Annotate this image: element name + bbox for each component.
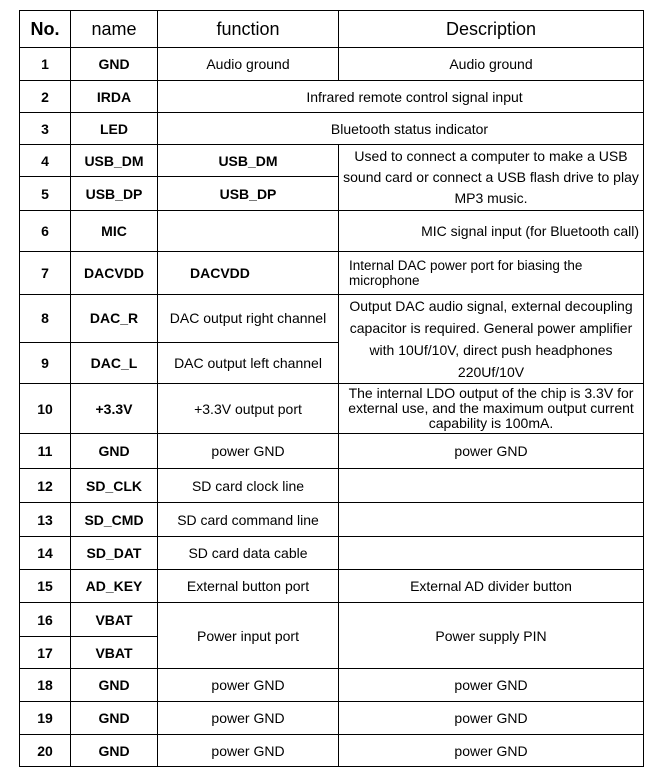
table-row [20,603,644,637]
usb-description: Used to connect a computer to make a USB sound card or connect a USB flash drive to play MP3 music. [339,145,644,211]
pin-name: DAC_R [71,295,158,343]
pin-number: 11 [20,434,71,469]
table-row [20,503,644,537]
pin-name: USB_DM [71,145,158,177]
pin-function: SD card command line [158,503,339,537]
pin-name: GND [71,702,158,735]
pin-function: Audio ground [158,48,339,81]
pin-name: VBAT [71,603,158,637]
pin-function: Infrared remote control signal input [158,81,644,113]
pin-number: 18 [20,669,71,702]
pin-description [339,469,644,503]
table-row [20,669,644,702]
pin-name: GND [71,735,158,767]
pin-number: 19 [20,702,71,735]
pin-number: 10 [20,384,71,434]
pin-description: Audio ground [339,48,644,81]
table-row [20,48,644,81]
table-row [20,295,644,343]
pin-number: 17 [20,637,71,669]
pin-number: 14 [20,537,71,570]
table-row [20,735,644,767]
pin-function: SD card clock line [158,469,339,503]
pin-function [158,211,339,252]
pin-name: GND [71,48,158,81]
table-row [20,469,644,503]
table-row [20,570,644,603]
pin-function: power GND [158,735,339,767]
table-row [20,702,644,735]
pin-number: 16 [20,603,71,637]
pin-function: +3.3V output port [158,384,339,434]
pin-function: DACVDD [158,252,339,295]
header-row [20,11,644,48]
pin-function: power GND [158,434,339,469]
pin-name: VBAT [71,637,158,669]
pin-number: 12 [20,469,71,503]
header-function: function [158,11,339,48]
pin-table [19,10,644,767]
pin-description: power GND [339,434,644,469]
table-row [20,537,644,570]
table-row [20,211,644,252]
pin-number: 6 [20,211,71,252]
table-row [20,384,644,434]
pin-name: GND [71,669,158,702]
pin-name: DACVDD [71,252,158,295]
pin-name: IRDA [71,81,158,113]
table-row [20,113,644,145]
pin-number: 4 [20,145,71,177]
pin-description: power GND [339,669,644,702]
pin-number: 5 [20,177,71,211]
pin-name: MIC [71,211,158,252]
pin-description: power GND [339,702,644,735]
header-description: Description [339,11,644,48]
pin-function: power GND [158,702,339,735]
pin-description [339,537,644,570]
pin-description: The internal LDO output of the chip is 3.3V for external use, and the maximum output current capability is 100mA. [339,384,644,434]
dac-description: Output DAC audio signal, external decoupling capacitor is required. General power amplifier with 10Uf/10V, direct push headphones 220Uf/10V [339,295,644,384]
pin-function: USB_DP [158,177,339,211]
pin-function: SD card data cable [158,537,339,570]
pin-name: LED [71,113,158,145]
pin-function: DAC output left channel [158,342,339,383]
pin-description: power GND [339,735,644,767]
pin-description: Internal DAC power port for biasing the microphone [339,252,644,295]
pin-description: External AD divider button [339,570,644,603]
table-row [20,434,644,469]
vbat-description: Power supply PIN [339,603,644,669]
pin-function: Bluetooth status indicator [158,113,644,145]
pin-description [339,503,644,537]
pin-number: 2 [20,81,71,113]
pin-number: 8 [20,295,71,343]
vbat-function: Power input port [158,603,339,669]
pin-name: SD_CLK [71,469,158,503]
table-row [20,252,644,295]
table-row [20,145,644,177]
pin-number: 9 [20,342,71,383]
pin-description: MIC signal input (for Bluetooth call) [339,211,644,252]
header-name: name [71,11,158,48]
pin-name: USB_DP [71,177,158,211]
header-no: No. [20,11,71,48]
pin-function: DAC output right channel [158,295,339,343]
pin-function: power GND [158,669,339,702]
pin-name: DAC_L [71,342,158,383]
pin-number: 3 [20,113,71,145]
pin-number: 13 [20,503,71,537]
pin-number: 1 [20,48,71,81]
pin-number: 7 [20,252,71,295]
table-row [20,81,644,113]
pin-name: SD_DAT [71,537,158,570]
pin-function: External button port [158,570,339,603]
pin-number: 20 [20,735,71,767]
pin-name: AD_KEY [71,570,158,603]
pin-name: GND [71,434,158,469]
pin-name: SD_CMD [71,503,158,537]
pin-name: +3.3V [71,384,158,434]
pin-function: USB_DM [158,145,339,177]
pin-number: 15 [20,570,71,603]
